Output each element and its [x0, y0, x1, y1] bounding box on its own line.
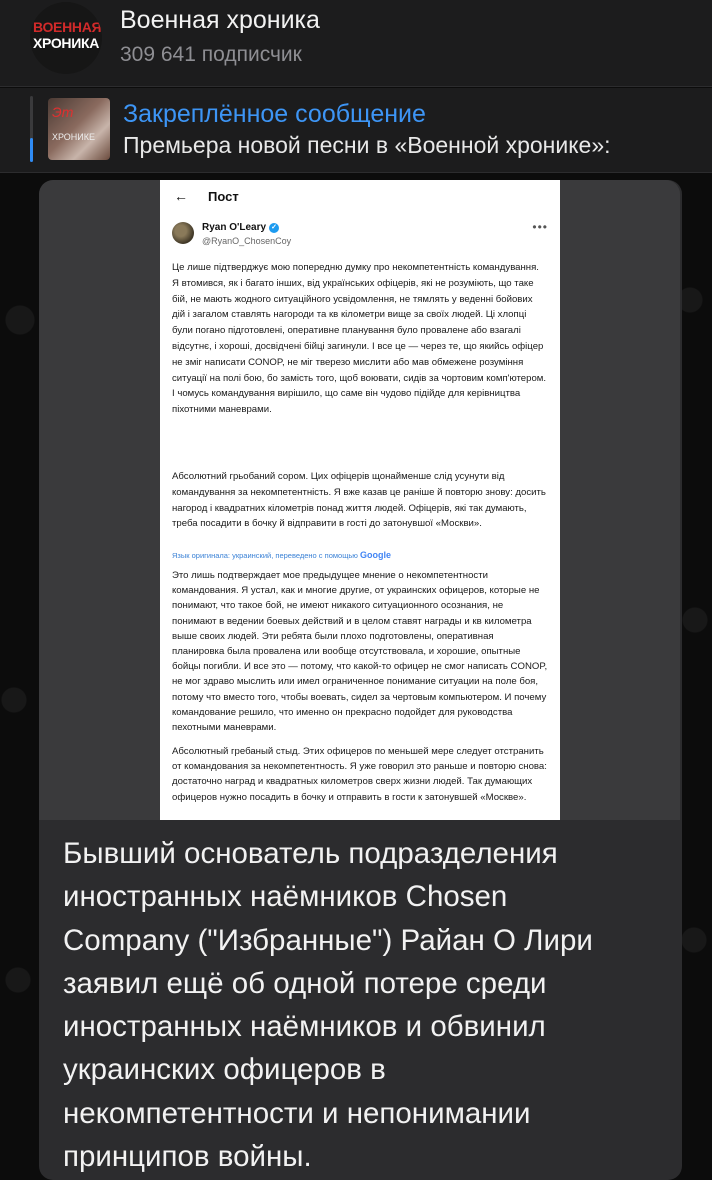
- post-paragraph-ru-2: Абсолютный гребаный стыд. Этих офицеров по меньшей мере следует отстранить от командования за некомпетентность. Я уже говорил это раньше и повторю снова: достаточно наград и квадратных километров сверх жизни людей. Так думающих офицеров нужно посадить в бочку и отправить в гости к затонувшей «Москве».: [172, 746, 547, 803]
- pinned-title: Закреплённое сообщение: [123, 100, 426, 128]
- back-arrow-icon: ←: [174, 188, 188, 204]
- post-paragraph-uk-2: Абсолютний грьобаний сором. Цих офіцерів щонайменше слід усунути від командування за некомпетентність. Я вже казав це раніше й повторю знову: досить нагород і квадратних кілометрів понад життя людей. Офіцерів, які так думають, треба посадити в бочку й відправити в гості до затонувшої «Москви».: [172, 471, 546, 530]
- message-photo[interactable]: [39, 180, 680, 820]
- post-paragraph-uk-1: Це лише підтверджує мою попередню думку про некомпетентність командування. Я втомився, як і багато інших, від українських офіцерів, які не розуміють, що таке бій, не мають жодного ситуаційного усвідомлення, не тямлять у веденні бойових дій і загалом ставлять нагороди та кв кілометри вище за своїх людей. Ці хлопці були погано підготовлені, оперативне планування було провалене або взагалі відсутнє, і хороші, досвідчені бійці загинули. І все це — через те, що якийсь офіцер не зміг написати CONOP, не міг тверезо мислити або мав обмежене розуміння ситуації на полі бою, бо замість того, щоб воювати, сидів за чортовим комп'ютером. І чомусь командування вирішило, що саме він чудово підійде для керівництва піхотними маневрами.: [172, 262, 547, 416]
- message-caption: Бывший основатель подразделения иностранных наёмников Chosen Company ("Избранные") Райан О Лири заявил ещё об одной потере среди иностранных наёмников и обвинил украинских офицеров в некомпетентности и непонимании принципов войны.: [63, 837, 593, 1174]
- author-handle: @RyanO_ChosenCoy: [202, 236, 292, 246]
- subscriber-count: 309 641 подписчик: [120, 43, 302, 66]
- translation-note: [172, 550, 391, 560]
- message-bubble[interactable]: [39, 180, 682, 1180]
- channel-header[interactable]: [0, 0, 712, 87]
- pinned-thumbnail-text: Эт: [52, 104, 74, 120]
- avatar-logo-line1: ВОЕННАЯ: [33, 19, 102, 35]
- more-options-icon: •••: [532, 220, 548, 234]
- post-header: [160, 180, 560, 212]
- pinned-message-bar[interactable]: [0, 88, 712, 173]
- author-name-text: Ryan O'Leary: [202, 222, 267, 233]
- google-logo-icon: Google: [360, 550, 391, 560]
- pinned-thumbnail: [48, 98, 110, 160]
- verified-badge-icon: ✓: [269, 223, 279, 233]
- channel-title[interactable]: Военная хроника: [120, 6, 320, 34]
- pinned-thumbnail-caption: ХРОНИКЕ: [52, 132, 96, 142]
- translation-note-text: Язык оригинала: украинский, переведено с помощью: [172, 551, 358, 560]
- tweet-screenshot: [160, 180, 560, 820]
- pinned-indicator: [30, 138, 33, 162]
- avatar-logo-line2: ХРОНИКА: [32, 35, 100, 51]
- pinned-preview-text: Премьера новой песни в «Военной хронике»:: [123, 132, 611, 158]
- author-avatar: [172, 222, 194, 244]
- post-header-title: Пост: [208, 189, 239, 204]
- channel-avatar[interactable]: [30, 2, 102, 74]
- post-paragraph-ru-1: Это лишь подтверждает мое предыдущее мнение о некомпетентности командования. Я устал, как и многие другие, от украинских офицеров, которые не понимают, что такое бой, не имеют никакого ситуационного осознания, не понимают в ведении боевых действий и в целом ставят награды и кв километра выше своих людей. Эти ребята были плохо подготовлены, оперативная планировка была провалена или вообще отсутствовала, и хорошие, опытные бойцы погибли. И все это — потому, что какой-то офицер не смог написать CONOP, не мог здраво мыслить или имел ограниченное понимание ситуации на поле боя, потому что вместо того, чтобы воевать, сидел за чертовым компьютером. И почему командование решило, что именно он прекрасно подойдет для руководства пехотными маневрами.: [172, 570, 548, 734]
- author-name: [202, 222, 279, 233]
